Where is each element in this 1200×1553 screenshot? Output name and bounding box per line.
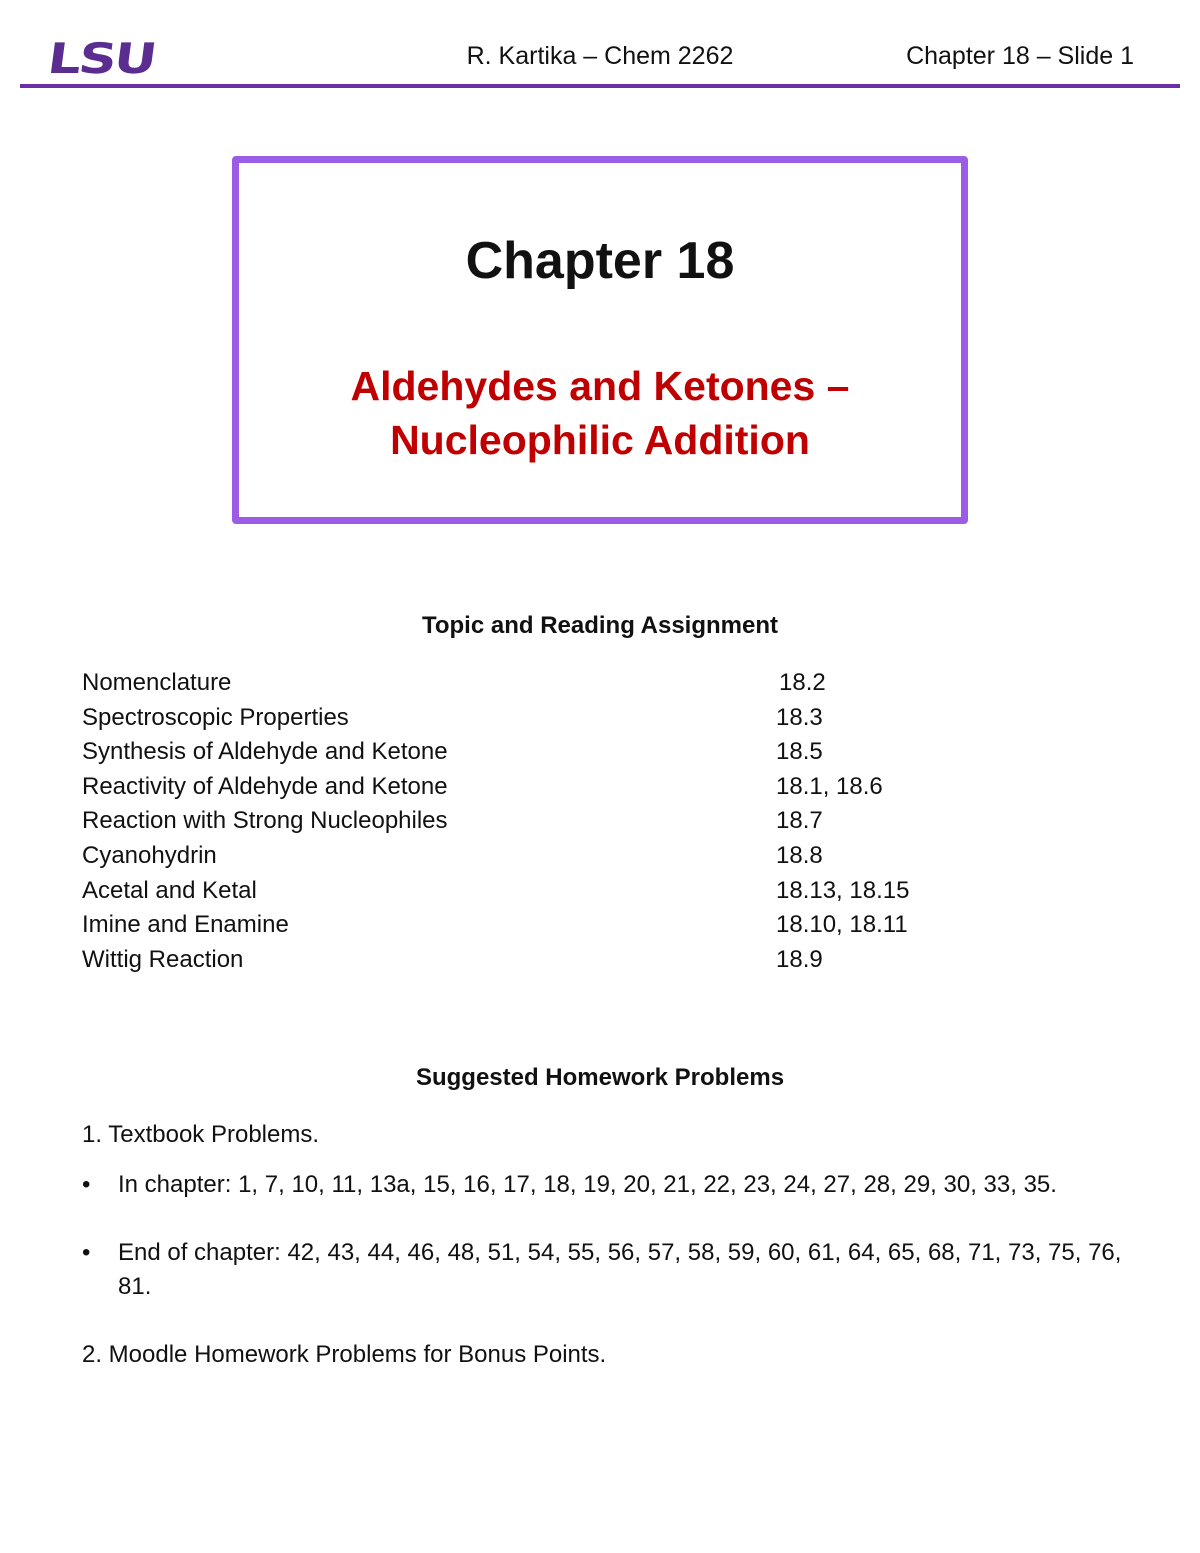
topic-name: Acetal and Ketal [82,876,257,904]
topics-heading: Topic and Reading Assignment [421,612,779,639]
homework-heading: Suggested Homework Problems [415,1064,785,1091]
topic-section: 18.1, 18.6 [776,772,883,800]
topic-name: Synthesis of Aldehyde and Ketone [82,738,448,766]
chapter-title: Chapter 18 [465,232,735,290]
topic-section: 18.8 [776,841,823,869]
topic-row [82,701,982,736]
topic-name: Imine and Enamine [82,911,289,939]
topic-section: 18.2 [779,669,826,696]
subtitle-line-2: Nucleophilic Addition [390,417,810,463]
topic-name: Nomenclature [82,669,232,696]
header-divider [20,84,1180,88]
topic-section: 18.9 [776,945,823,973]
topic-row [82,874,982,909]
topic-section: 18.7 [776,807,823,835]
topic-name: Cyanohydrin [82,841,217,869]
lsu-logo: LSU [44,34,158,83]
bullet-dot: • [82,1171,91,1198]
homework-item-2: 2. Moodle Homework Problems for Bonus Points. [82,1341,607,1368]
topic-row [82,666,982,701]
title-box [232,156,968,524]
topic-section: 18.3 [776,703,823,731]
course-label: R. Kartika – Chem 2262 [466,42,734,70]
topic-row [82,908,982,943]
subtitle-line-1: Aldehydes and Ketones – [350,363,850,409]
topic-row [82,943,982,978]
topic-row [82,839,982,874]
topic-name: Reaction with Strong Nucleophiles [82,807,448,835]
bullet-dot: • [82,1239,91,1266]
topic-section: 18.13, 18.15 [776,876,910,904]
bullet-text: In chapter: 1, 7, 10, 11, 13a, 15, 16, 17, 18, 19, 20, 21, 22, 23, 24, 27, 28, 29, 30, 33, 35. [118,1171,1057,1198]
homework-item-1: 1. Textbook Problems. [82,1121,320,1148]
homework-bullet-end-of-chapter [82,1236,1122,1304]
topic-row [82,804,982,839]
slide-header [0,0,1200,90]
slide-number: Chapter 18 – Slide 1 [906,42,1134,70]
topic-row [82,770,982,805]
bullet-text: End of chapter: 42, 43, 44, 46, 48, 51, 54, 55, 56, 57, 58, 59, 60, 61, 64, 65, 68, 71, 73, 75, 76, 81. [118,1239,1122,1300]
topic-name: Spectroscopic Properties [82,703,349,731]
topic-list [82,666,982,977]
topic-name: Reactivity of Aldehyde and Ketone [82,772,448,800]
topic-name: Wittig Reaction [82,945,244,973]
homework-bullet-in-chapter [82,1168,1122,1202]
topic-section: 18.10, 18.11 [776,911,908,939]
chapter-subtitle [239,359,961,467]
topic-section: 18.5 [776,738,823,766]
topic-row [82,735,982,770]
